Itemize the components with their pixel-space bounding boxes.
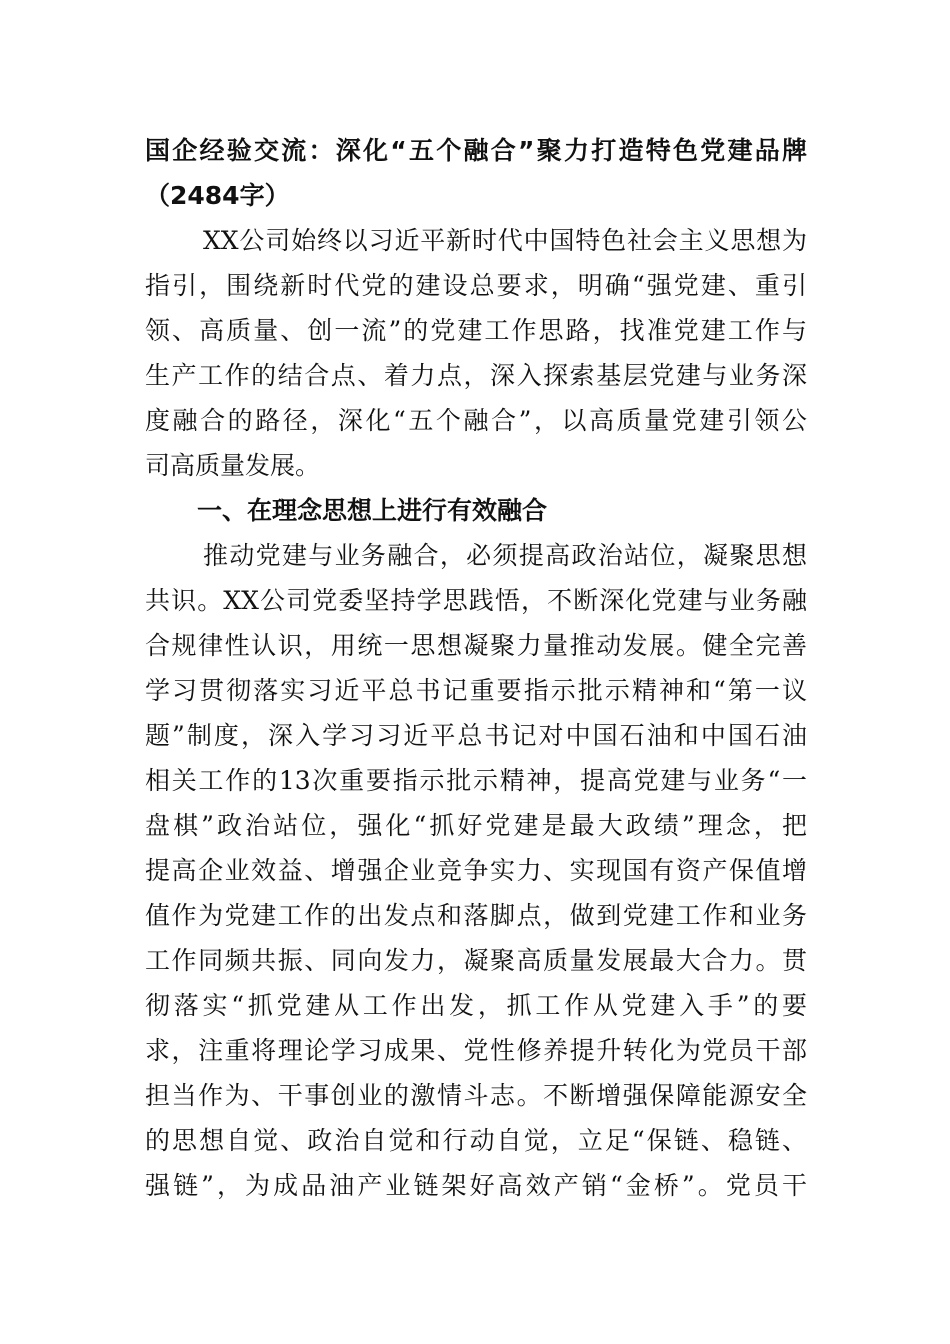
paragraph-line: 领、高质量、创一流”的党建工作思路，找准党建工作与: [145, 316, 807, 345]
title-line-2: （2484字）: [145, 181, 290, 210]
paragraph-line: 强链”，为成品油产业链架好高效产销“金桥”。党员干: [145, 1171, 807, 1200]
paragraph-line: 求，注重将理论学习成果、党性修养提升转化为党员干部: [145, 1036, 807, 1065]
paragraph-line: 值作为党建工作的出发点和落脚点，做到党建工作和业务: [145, 901, 807, 930]
paragraph-line: 提高企业效益、增强企业竞争实力、实现国有资产保值增: [145, 856, 807, 885]
paragraph-line: 推动党建与业务融合，必须提高政治站位，凝聚思想: [203, 541, 807, 570]
document-page: [145, 128, 807, 1208]
paragraph-line: 的思想自觉、政治自觉和行动自觉，立足“保链、稳链、: [145, 1126, 807, 1155]
section-1-heading: 一、在理念思想上进行有效融合: [197, 496, 548, 525]
paragraph-line: 盘棋”政治站位，强化“抓好党建是最大政绩”理念，把: [145, 811, 807, 840]
paragraph-line: 相关工作的13次重要指示批示精神，提高党建与业务“一: [145, 766, 807, 795]
paragraph-line: 学习贯彻落实习近平总书记重要指示批示精神和“第一议: [145, 676, 807, 705]
paragraph-line: 共识。XX公司党委坚持学思践悟，不断深化党建与业务融: [145, 586, 807, 615]
section-1-paragraph: [145, 533, 807, 1208]
paragraph-line: 司高质量发展。: [145, 451, 321, 480]
title-line-1: 国企经验交流：深化“五个融合”聚力打造特色党建品牌: [145, 136, 807, 165]
paragraph-line: 题”制度，深入学习习近平总书记对中国石油和中国石油: [145, 721, 807, 750]
paragraph-line: 度融合的路径，深化“五个融合”，以高质量党建引领公: [145, 406, 807, 435]
paragraph-line: XX公司始终以习近平新时代中国特色社会主义思想为: [203, 226, 807, 255]
paragraph-line: 合规律性认识，用统一思想凝聚力量推动发展。健全完善: [145, 631, 807, 660]
document-title: [145, 128, 807, 218]
paragraph-line: 彻落实“抓党建从工作出发，抓工作从党建入手”的要: [145, 991, 807, 1020]
intro-paragraph: [145, 218, 807, 488]
section-heading: [145, 488, 807, 533]
paragraph-line: 指引，围绕新时代党的建设总要求，明确“强党建、重引: [145, 271, 807, 300]
paragraph-line: 生产工作的结合点、着力点，深入探索基层党建与业务深: [145, 361, 807, 390]
paragraph-line: 工作同频共振、同向发力，凝聚高质量发展最大合力。贯: [145, 946, 807, 975]
paragraph-line: 担当作为、干事创业的激情斗志。不断增强保障能源安全: [145, 1081, 807, 1110]
